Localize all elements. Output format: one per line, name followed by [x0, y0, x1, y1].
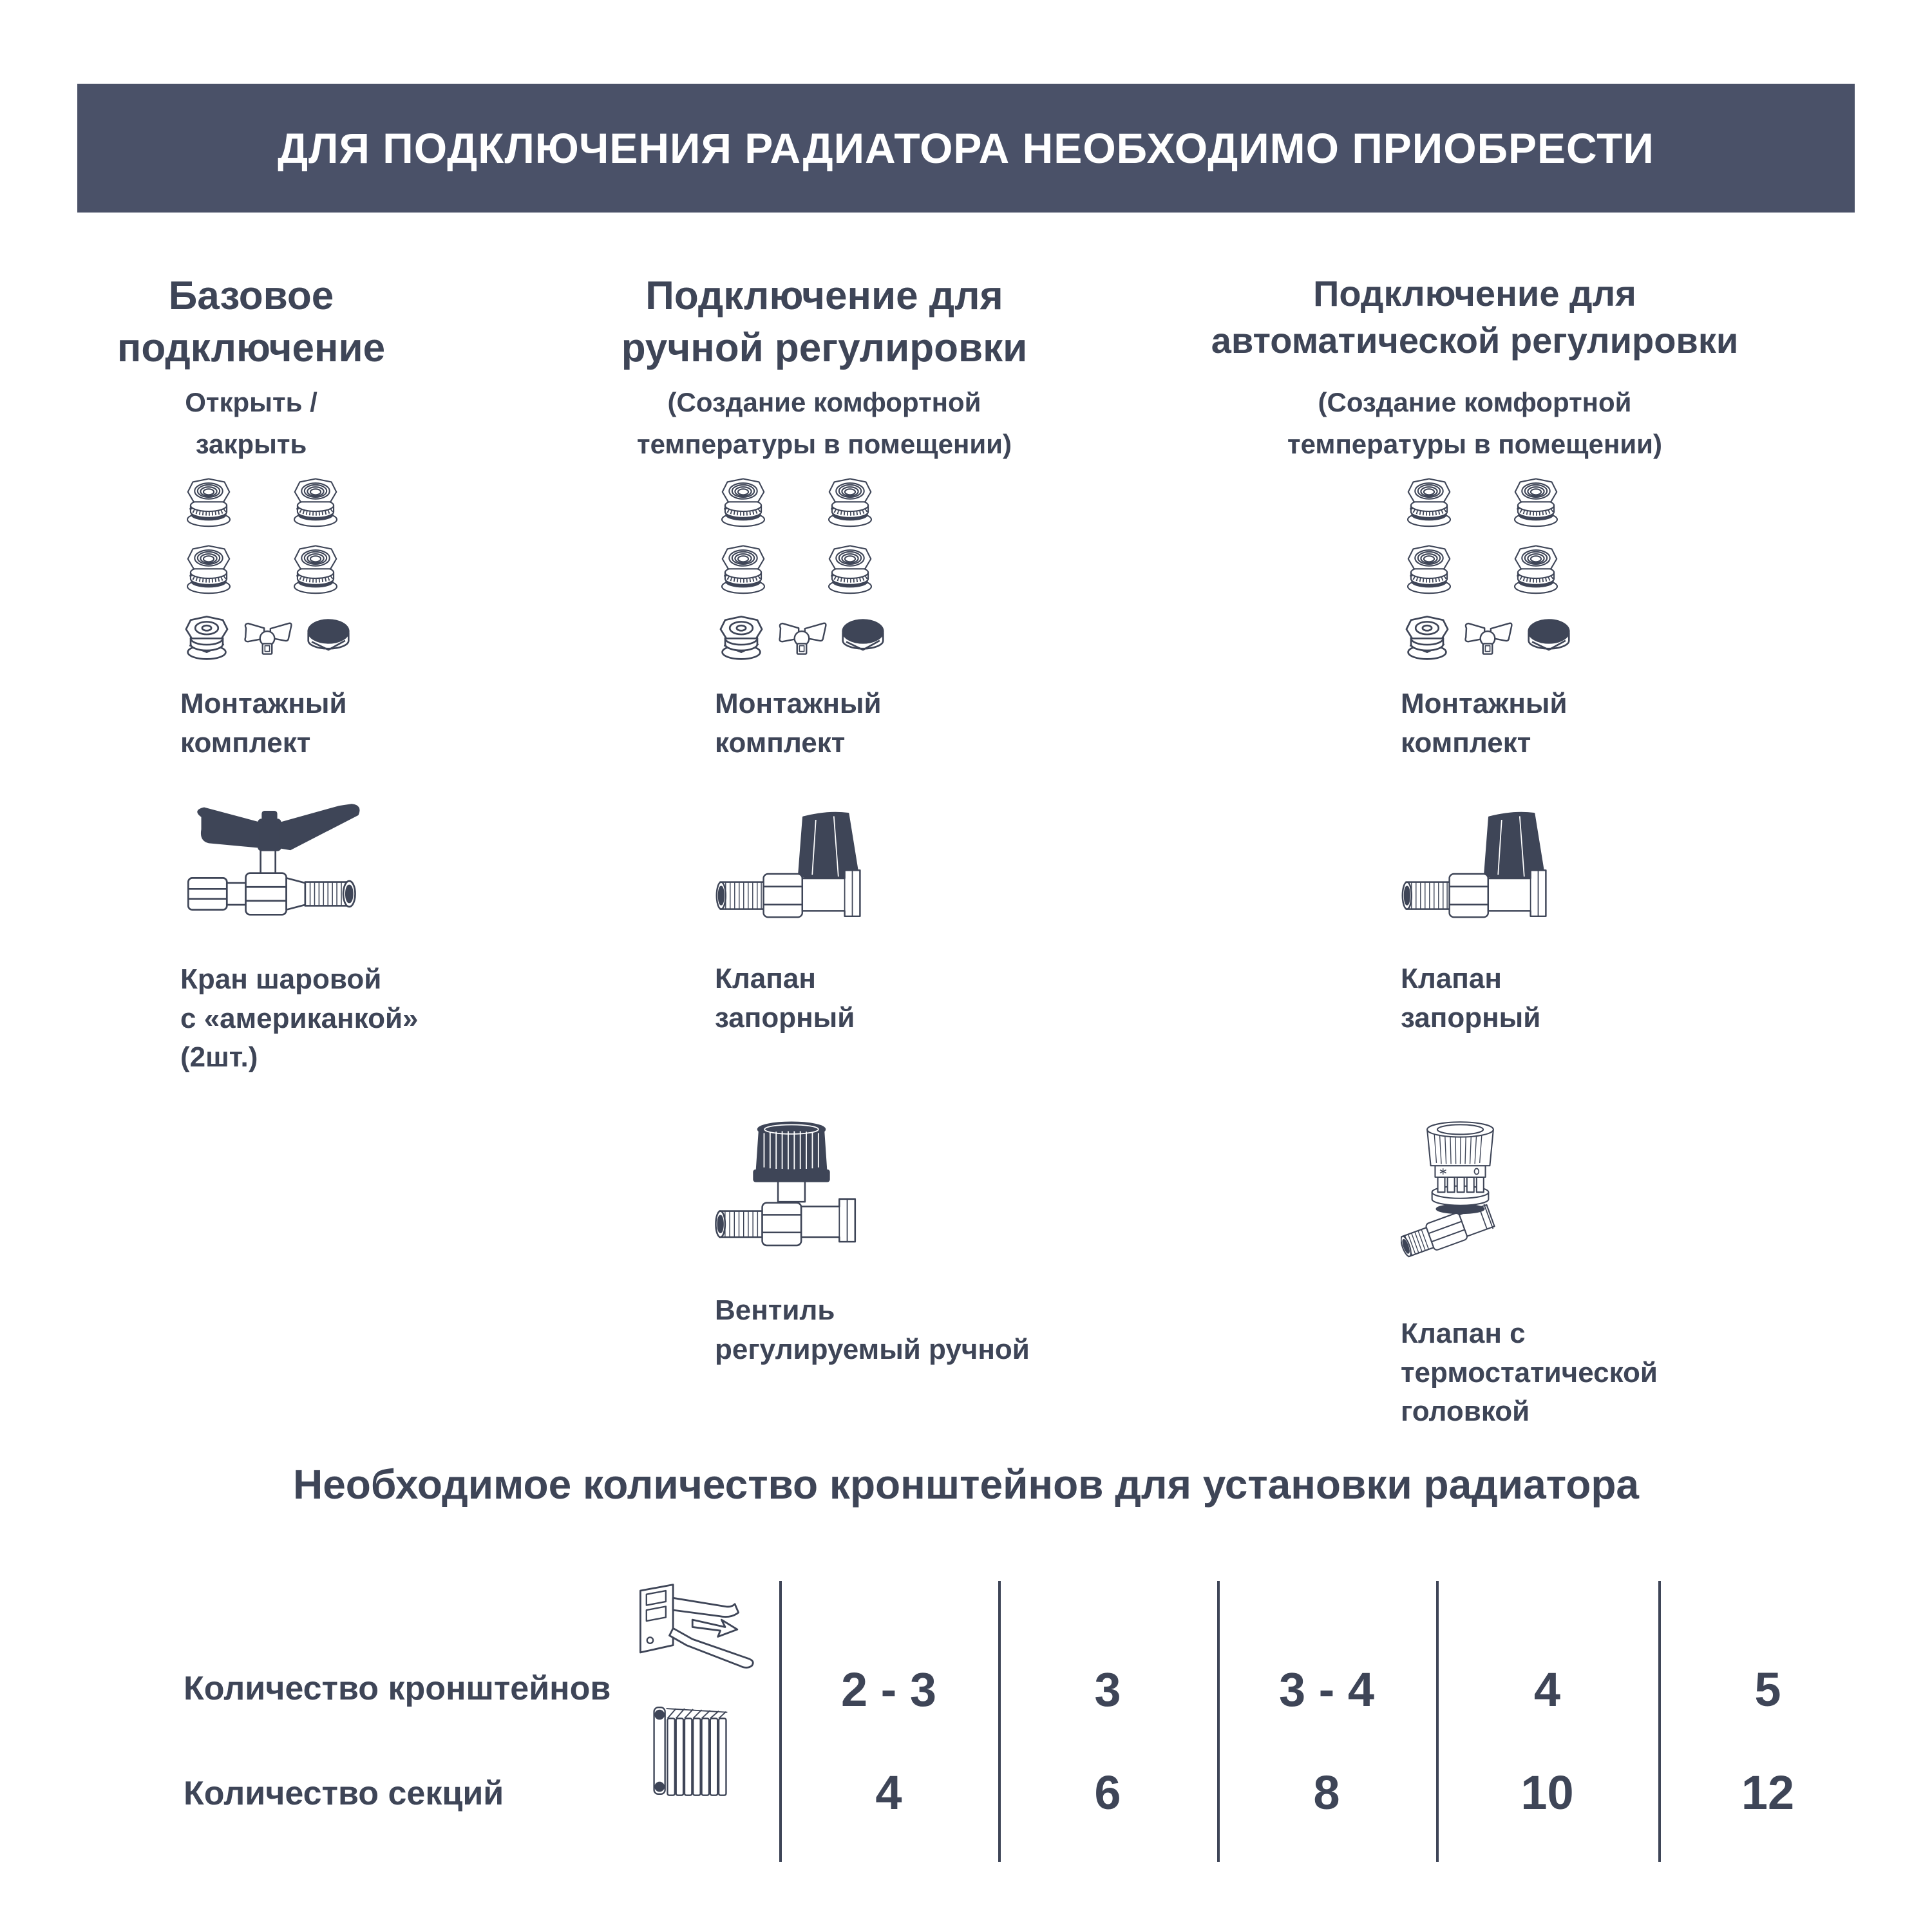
- radiator-adapter-icon: [287, 544, 344, 595]
- header-title: ДЛЯ ПОДКЛЮЧЕНИЯ РАДИАТОРА НЕОБХОДИМО ПРИОБРЕСТИ: [278, 124, 1654, 172]
- label-line: запорный: [715, 1001, 855, 1034]
- sections-count-value: 8: [1313, 1765, 1340, 1819]
- label-line: Клапан с: [1401, 1318, 1526, 1349]
- air-vent-plug-icon: [180, 613, 233, 661]
- mounting-kit-label: [1401, 685, 1576, 762]
- label-line: комплект: [1401, 726, 1531, 759]
- vent-key-icon: [1463, 616, 1513, 658]
- column-subtitle: [1172, 381, 1777, 465]
- mounting-kit-label: [180, 685, 355, 762]
- item-thermostatic-valve: [1401, 1115, 1658, 1432]
- column-title: [52, 270, 451, 374]
- label-line: термостатической: [1401, 1356, 1658, 1388]
- header-banner: [77, 84, 1855, 213]
- label-line: головкой: [1401, 1396, 1530, 1428]
- kit-small-parts: [715, 612, 890, 661]
- column-subtitle: [554, 381, 1095, 465]
- thermostatic-valve-icon: [1401, 1115, 1520, 1292]
- label-line: с «американкой»: [180, 1002, 419, 1034]
- column-title-line: Базовое: [168, 274, 334, 318]
- blind-plug-icon: [301, 612, 355, 661]
- column-title-line: автоматической регулировки: [1211, 319, 1739, 361]
- item-shutoff-valve: [715, 802, 868, 1037]
- column-subtitle-line: (Создание комфортной: [1318, 387, 1632, 417]
- column-subtitle-line: температуры в помещении): [1287, 429, 1662, 460]
- item-label: [1401, 1314, 1658, 1432]
- radiator-adapter-icon: [1508, 544, 1564, 595]
- brackets-count-value: 3: [1094, 1662, 1121, 1716]
- shutoff-valve-icon: [715, 802, 868, 937]
- blind-plug-icon: [836, 612, 890, 661]
- column-subtitle-line: температуры в помещении): [637, 429, 1012, 460]
- radiator-adapter-icon: [287, 477, 344, 528]
- ball-valve-icon: [180, 799, 374, 938]
- blind-plug-icon: [1522, 612, 1576, 661]
- label-line: регулируемый ручной: [715, 1333, 1030, 1365]
- sections-count-value: 12: [1741, 1765, 1795, 1819]
- sections-count-value: 6: [1094, 1765, 1121, 1819]
- radiator-adapter-icon: [1401, 477, 1457, 528]
- air-vent-plug-icon: [715, 613, 768, 661]
- label-line: Кран шаровой: [180, 963, 382, 995]
- mounting-kit: [715, 477, 890, 762]
- column-subtitle-line: (Создание комфортной: [667, 387, 981, 417]
- radiator-adapter-icon: [1401, 544, 1457, 595]
- label-line: комплект: [180, 726, 311, 759]
- vent-key-icon: [242, 616, 292, 658]
- label-line: Клапан: [1401, 963, 1502, 994]
- sections-count-value: 10: [1520, 1765, 1574, 1819]
- item-label: [715, 960, 868, 1037]
- column-subtitle-line: закрыть: [195, 429, 307, 460]
- brackets-count-value: 4: [1533, 1662, 1561, 1716]
- label-line: комплект: [715, 726, 846, 759]
- item-label: [1401, 960, 1554, 1037]
- column-title-line: ручной регулировки: [621, 325, 1028, 370]
- brackets-section-title: Необходимое количество кронштейнов для установки радиатора: [292, 1461, 1640, 1508]
- radiator-adapter-icon: [822, 477, 878, 528]
- label-line: (2шт.): [180, 1041, 258, 1074]
- column-title-line: подключение: [117, 325, 386, 370]
- radiator-adapter-icon: [822, 544, 878, 595]
- kit-small-parts: [1401, 612, 1576, 661]
- mounting-kit: [1401, 477, 1576, 762]
- radiator-adapter-icon: [715, 544, 772, 595]
- air-vent-plug-icon: [1401, 613, 1454, 661]
- shutoff-valve-icon: [1401, 802, 1554, 937]
- sections-count-label: Количество секций: [184, 1775, 504, 1812]
- radiator-adapter-icon: [715, 477, 772, 528]
- item-ball-valve: [180, 799, 419, 1077]
- brackets-count-value: 5: [1754, 1662, 1781, 1716]
- column-subtitle-line: Открыть /: [185, 387, 317, 417]
- label-line: Монтажный: [1401, 688, 1567, 719]
- sections-count-value: 4: [875, 1765, 902, 1819]
- brackets-count-value: 2 - 3: [840, 1662, 937, 1716]
- column-title-line: Подключение для: [1313, 273, 1636, 314]
- label-line: Клапан: [715, 963, 816, 994]
- radiator-adapter-icon: [180, 544, 237, 595]
- item-manual-valve: [715, 1115, 1030, 1369]
- adapter-grid: [1401, 477, 1576, 595]
- radiator-icon: [649, 1698, 732, 1804]
- column-subtitle: [52, 381, 451, 465]
- column-title-line: Подключение для: [645, 274, 1003, 318]
- mounting-kit-label: [715, 685, 890, 762]
- adapter-grid: [180, 477, 355, 595]
- column-title: [554, 270, 1095, 374]
- brackets-count-label: Количество кронштейнов: [184, 1670, 611, 1707]
- item-shutoff-valve: [1401, 802, 1554, 1037]
- label-line: Монтажный: [715, 688, 882, 719]
- manual-valve-icon: [715, 1115, 868, 1269]
- label-line: Монтажный: [180, 688, 347, 719]
- item-label: [180, 960, 419, 1077]
- radiator-adapter-icon: [180, 477, 237, 528]
- label-line: запорный: [1401, 1001, 1541, 1034]
- wall-bracket-icon: [634, 1581, 755, 1672]
- kit-small-parts: [180, 612, 355, 661]
- vent-key-icon: [777, 616, 827, 658]
- adapter-grid: [715, 477, 890, 595]
- brackets-count-value: 3 - 4: [1278, 1662, 1375, 1716]
- column-title: [1172, 270, 1777, 365]
- radiator-adapter-icon: [1508, 477, 1564, 528]
- item-label: [715, 1291, 1030, 1369]
- mounting-kit: [180, 477, 355, 762]
- label-line: Вентиль: [715, 1294, 835, 1326]
